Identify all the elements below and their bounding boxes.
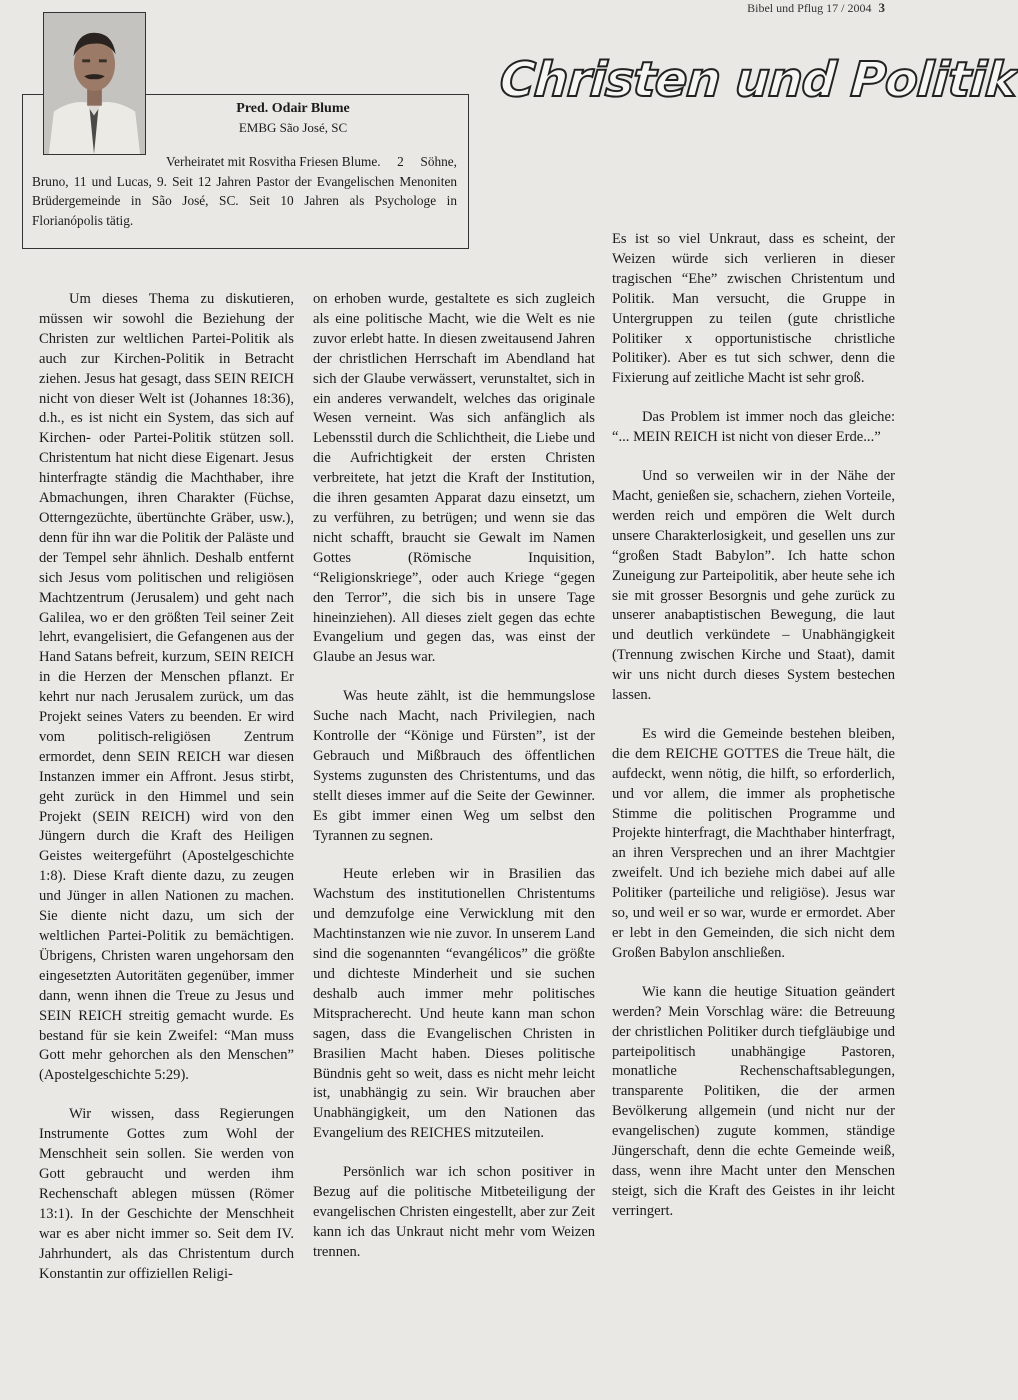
author-bio-first-line: Verheiratet mit Rosvitha Friesen Blume. [166,154,381,169]
portrait-illustration [44,13,145,154]
issue-number: 17 / 2004 [826,1,872,15]
paragraph: Das Problem ist immer noch das gleiche: “... MEIN REICH ist nicht von dieser Erde...” [612,409,895,446]
author-organization: EMBG São José, SC [238,120,348,135]
article-column-3 [612,230,895,1222]
paragraph: Und so verweilen wir in der Nähe der Macht, genießen sie, schachern, ziehen Vorteile, werden reich und empören die Welt durch unsere Charakterlosigkeit, und gesellen uns zur “großen Stadt Babylon”. Ich hatte schon Zuneigung zur Parteipolitik, aber heute sehe ich sie mit grosser Besorgnis und gehe zurück zu unserer anabaptistischen Bewegung, die laut und deutlich verkündete – Unabhängigkeit (Trennung zwischen Kirche und Staat), damit wir uns nicht durch dieses System bestechen lassen. [612,468,895,704]
page-header [747,0,885,16]
paragraph: Es ist so viel Unkraut, dass es scheint, der Weizen würde sich verlieren in dieser tragischen “Ehe” zwischen Christentum und Politik. Man versucht, die Gruppe in Untergruppen zu teilen (gute christliche Politiker x opportunistische christliche Politiker). Aber es tut sich schwer, denn die Fixierung auf zeitliche Macht ist sehr groß. [612,231,895,387]
article-column-2 [313,290,595,1263]
author-name: Pred. Odair Blume [236,101,350,116]
paragraph: Um dieses Thema zu diskutieren, müssen wir sowohl die Beziehung der Christen zur weltlichen Partei-Politik als auch zur Kirchen-Politik in Betracht ziehen. Jesus hat gesagt, dass SEIN REICH nicht von dieser Welt ist (Johannes 18:36), d.h., es ist nicht ein System, das sich auf Kirchen- oder Partei-Politik stützen soll. Christentum hat nicht diese Eigenart. Jesus hinterfragte ständig die Machthaber, ihre Abmachungen, ihren Charakter (Füchse, Otterngezüchte, übertünchte Gräber, usw.), denn für ihn war die Politik der Paläste und der Tempel sehr ähnlich. Deshalb entfernt sich Jesus vom politischen und religiösen Machtzentrum (Jerusalem) und geht nach Galilea, wo er den größten Teil seiner Zeit lehrt, evangelisiert, die Gefangenen aus der Hand Satans befreit, kurzum, SEIN REICH in die Herzen der Menschen pflanzt. Er kehrt nur nach Jerusalem zurück, um das Projekt seines Vaters zu beenden. Er wird vom politisch-religiösen Zentrum ermordet, denn SEIN REICH war diesen Instanzen immer ein Affront. Jesus stirbt, geht zurück in den Himmel und sein Projekt (SEIN REICH) wird von den Jüngern durch die Kraft des Heiligen Geistes weitergeführt (Apostelgeschichte 1:8). Diese Kraft diente dazu, zu zeugen und Jünger in allen Nationen zu machen. Sie diente nicht dazu, um sich der weltlichen Partei-Politik zu bemächtigen. Übrigens, Christen waren ungehorsam den eingesetzten Autoritäten gegenüber, immer dann, wenn ihnen die Treue zu Jesus und SEIN REICH streitig gemacht wurde. Es bestand für sie kein Zweifel: “Man muss Gott mehr gehorchen als den Menschen” (Apostelgeschichte 5:29). [39,291,294,1084]
paragraph: Heute erleben wir in Brasilien das Wachstum des institutionellen Christentums und demzufolge eine Verwicklung mit den Machtinstanzen wie nie zuvor. In unserem Land sind die sogenannten “evangélicos” die größte und dichteste Minderheit und sie suchen deshalb auch immer mehr politisches Mitspracherecht. Und heute kann man schon sagen, dass die Evangelischen Christen in Brasilien Macht haben. Dieses politische Bündnis geht so weit, dass es nicht mehr leicht ist, unabhängig zu sein. Wir brauchen aber Unabhängigkeit, um den Nationen das Evangelium des REICHES mitzuteilen. [313,866,595,1142]
paragraph: Wie kann die heutige Situation geändert werden? Mein Vorschlag wäre: die Betreuung der christlichen Politiker durch tiefgläubige und parteipolitisch unabhängige Pastoren, monatliche Rechenschaftsablegungen, transparente Politiken, die der armen Bevölkerung allgemein (und nicht nur der evangelischen) zugute kommen, ständige Jüngerschaft, denn die echte Gemeinde weiß, dass, wenn ihre Macht unter den Menschen steigt, sich die Kraft des Geistes in ihr leicht verringert. [612,983,895,1219]
author-bio [32,152,457,230]
paragraph: on erhoben wurde, gestaltete es sich zugleich als eine politische Macht, wie die Welt es nie zuvor erlebt hatte. In diesen zweitausend Jahren der christlichen Herrschaft im Abendland hat sich der Glaube verwässert, verunstaltet, sich in ein anderes verwandelt, welches das originale Wesen verneint. Was sich anfänglich als Lebensstil durch die Schlichtheit, die Liebe und die Aufrichtigkeit der ersten Christen verbreitete, hat jetzt die Kraft der Institution, die ihren gesamten Apparat dazu einsetzt, um zu verführen, zu betrügen; und wenn sie das nicht schafft, braucht sie Gewalt im Namen Gottes (Römische Inquisition, “Religionskriege”, oder auch Kriege “gegen den Terror”, die sich bis in unsere Tage hineinziehen). All dieses zielt gegen das echte Evangelium und gegen das, was einst der Glaube an Jesus war. [313,291,595,666]
author-bio-rest: 2 Söhne, Bruno, 11 und Lucas, 9. Seit 12 Jahren Pastor der Evangelischen Menoniten Brüdergemeinde in São José, SC. Seit 10 Jahren als Psychologe in Florianópolis tätig. [32,154,457,228]
article-column-1 [39,290,294,1284]
publication-name: Bibel und Pflug [747,1,824,15]
author-photo [43,12,146,155]
article-title: Christen und Politik [498,52,1018,108]
paragraph: Was heute zählt, ist die hemmungslose Suche nach Macht, nach Privilegien, nach Kontrolle der “Könige und Fürsten”, ist der Gebrauch und Mißbrauch des öffentlichen Systems zugunsten des Christentums, und das stellt dieses immer auf die Seite der Gewinner. Es gibt immer einen Weg um selbst den Tyrannen zu segnen. [313,688,595,844]
paragraph: Wir wissen, dass Regierungen Instrumente Gottes zum Wohl der Menschheit sein sollen. Sie werden von Gott gebraucht und werden ihm Rechenschaft ablegen müssen (Römer 13:1). In der Geschichte der Menschheit war es aber nicht immer so. Seit dem IV. Jahrhundert, als das Christentum durch Konstantin zur offiziellen Religi- [39,1106,294,1282]
paragraph: Es wird die Gemeinde bestehen bleiben, die dem REICHE GOTTES die Treue hält, die aufdeckt, wenn nötig, die hilft, so erforderlich, und vor allem, die immer als prophetische Stimme die politischen Programme und Projekte hinterfragt, die Machthaber hinterfragt, an ihren Versprechen und an ihrer Machtgier zweifelt. Und ich beziehe mich dabei auf alle Politiker (parteiliche und religiöse). Jesus war so, und weil er so war, wurde er ermordet. Aber er lebt in den Gemeinden, die sich nicht dem Großen Babylon anschließen. [612,725,895,961]
page-number: 3 [878,0,885,15]
paragraph: Persönlich war ich schon positiver in Bezug auf die politische Mitbeteiligung der evangelischen Christen eingestellt, aber zur Zeit kann ich das Unkraut nicht mehr vom Weizen trennen. [313,1164,595,1260]
